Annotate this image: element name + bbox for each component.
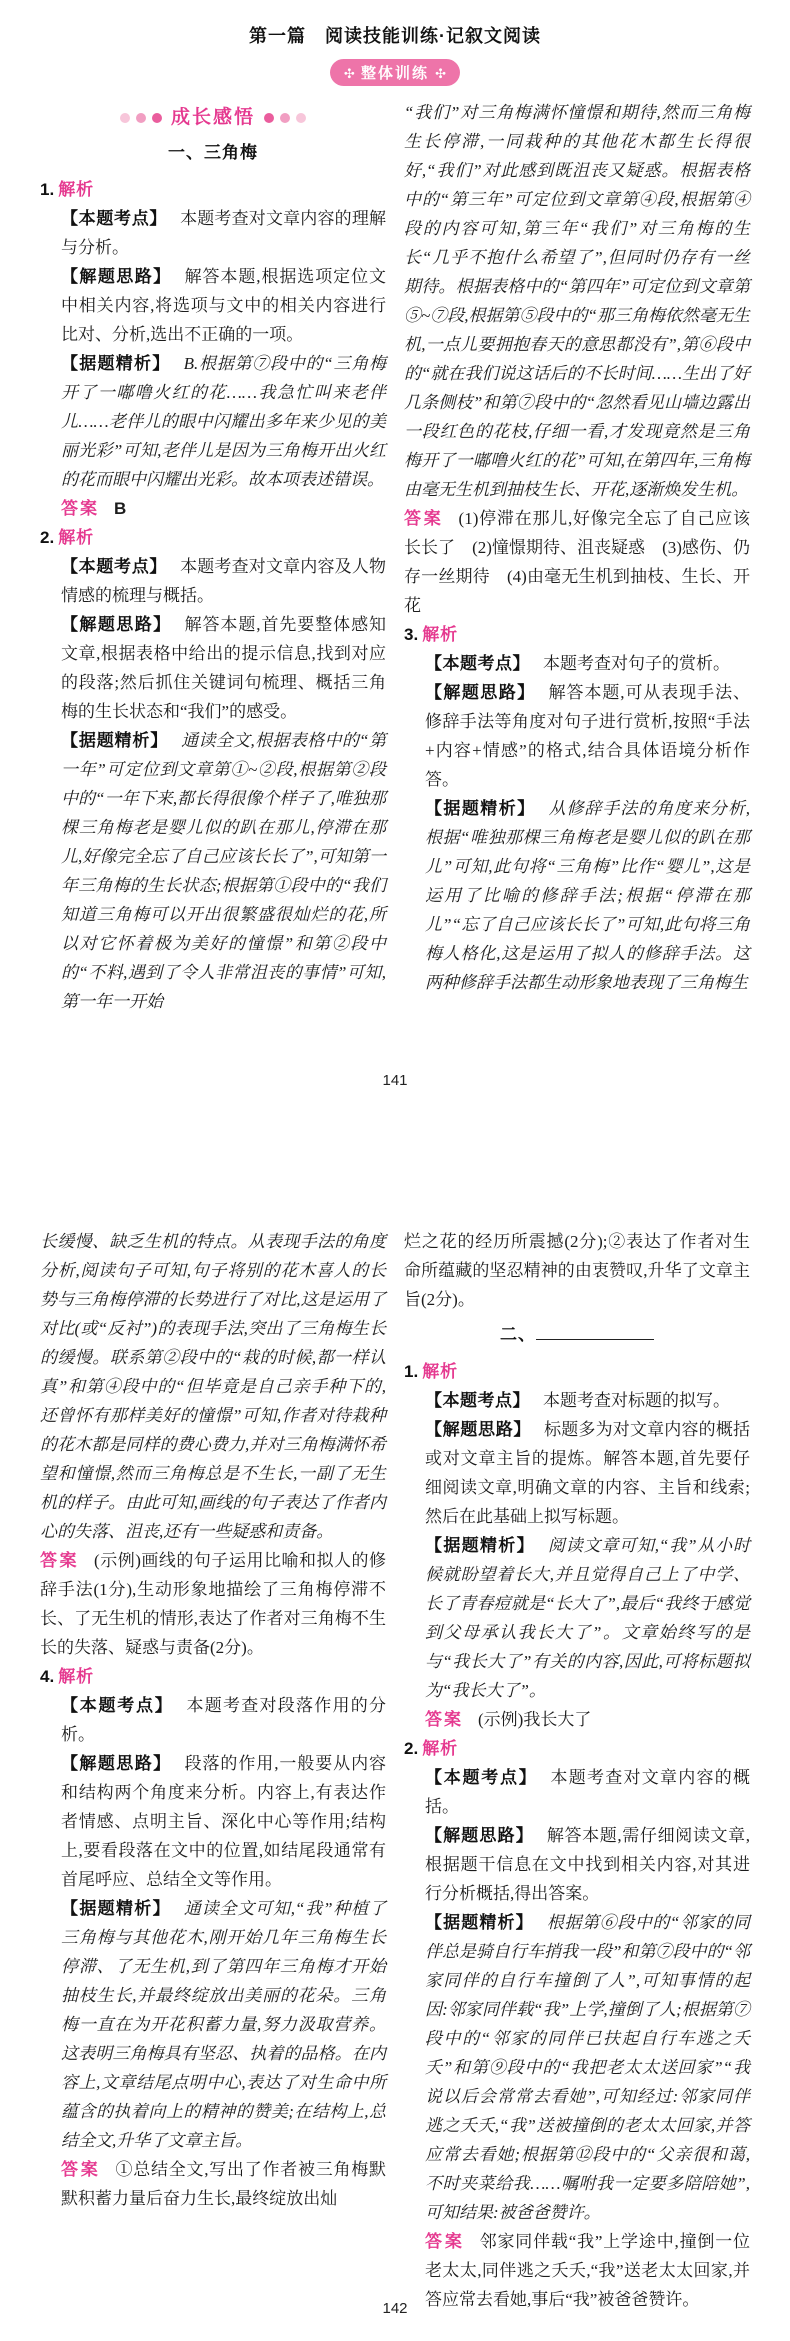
book-page-142 bbox=[0, 1215, 790, 2341]
bracket-tag: 【解题思路】 bbox=[61, 267, 172, 287]
para-text: 本题考查对文章内容的理解与分析。 bbox=[61, 209, 387, 258]
para-text: 长缓慢、缺乏生机的特点。从表现手法的角度分析,阅读句子可知,句子将别的花木喜人的长势与三角梅停滞的长势进行了对比,这是运用了对比(或“反衬”)的表现手法,突出了三角梅生长的缓慢。联系第②段中的“栽的时候,都一样认真”和第④段中的“但毕竟是自己亲手种下的,还曾怀有那样美好的憧憬”可知,作者对待栽种的花木都是同样的费心费力,并对三角梅满怀希望和憧憬,然而三角梅总是不生长,一副了无生机的样子。由此可知,画线的句子表达了作者内心的失落、沮丧,还有一些疑惑和责备。 bbox=[40, 1232, 386, 1541]
answer-tag: 答案 bbox=[425, 2232, 465, 2251]
decorative-dot bbox=[136, 113, 146, 123]
para-text: 根据第⑥段中的“邻家的同伴总是骑自行车捎我一段”和第⑦段中的“邻家同伴的自行车撞倒了人”,可知事情的起因:邻家同伴载“我”上学,撞倒了人;根据第⑦段中的“邻家的同伴已扶起自行车逃之夭夭”和第⑨段中的“我把老太太送回家”“我说以后会常常去看她”,可知经过:邻家同伴逃之夭夭,“我”送被撞倒的老太太回家,并答应常去看她;根据第⑫段中的“父亲很和蔼,不时夹菜给我……嘱咐我一定要多陪陪她”,可知结果:被爸爸赞许。 bbox=[425, 1913, 750, 2222]
para-text: 解答本题,可从表现手法、修辞手法等角度对句子进行赏析,按照“手法+内容+情感”的格式,结合具体语境分析作答。 bbox=[425, 683, 751, 789]
para-text: 解答本题,首先要整体感知文章,根据表格中给出的提示信息,找到对应的段落;然后抓住关键词句梳理、概括三角梅的生长状态和“我们”的感受。 bbox=[61, 615, 387, 722]
answer-text: ①总结全文,写出了作者被三角梅默默积蓄力量后奋力生长,最终绽放出灿 bbox=[61, 2160, 386, 2208]
solution-idea-para bbox=[40, 1749, 386, 1894]
para-text: 本题考查对句子的赏析。 bbox=[543, 654, 730, 673]
flower-icon: ✣ bbox=[343, 66, 355, 81]
bracket-tag: 【解题思路】 bbox=[425, 1826, 534, 1845]
continuation-para bbox=[404, 98, 750, 504]
bracket-tag: 【本题考点】 bbox=[61, 1696, 174, 1715]
exam-point-para bbox=[404, 1763, 750, 1821]
answer-para bbox=[404, 504, 750, 620]
question-item-head bbox=[40, 175, 386, 204]
analysis-para bbox=[404, 1908, 750, 2227]
page-number: 141 bbox=[382, 1072, 408, 1089]
right-column bbox=[404, 1227, 750, 2314]
page-141-columns bbox=[40, 98, 750, 1016]
exam-point-para bbox=[40, 1691, 386, 1749]
item-number: 2. bbox=[404, 1739, 419, 1758]
answer-para bbox=[40, 2155, 386, 2213]
section-title: 成长感悟 bbox=[170, 107, 255, 129]
para-text: 本题考查对文章内容的概括。 bbox=[425, 1768, 750, 1816]
answer-text: 邻家同伴载“我”上学途中,撞倒一位老太太,同伴逃之夭夭,“我”送老太太回家,并答应常去看她,事后“我”被爸爸赞许。 bbox=[425, 2232, 751, 2309]
analysis-para bbox=[40, 349, 386, 494]
bracket-tag: 【解题思路】 bbox=[61, 615, 172, 635]
answer-para bbox=[40, 1546, 386, 1662]
para-text: 从修辞手法的角度来分析,根据“唯独那棵三角梅老是婴儿似的趴在那儿”可知,此句将“三角梅”比作“婴儿”,这是运用了比喻的修辞手法;根据“停滞在那儿”“忘了自己应该长长了”可知,此句将三角梅人格化,这是运用了拟人的修辞手法。这两种修辞手法都生动形象地表现了三角梅生 bbox=[425, 799, 751, 992]
article-title-prefix: 二、 bbox=[500, 1325, 536, 1344]
question-item-head bbox=[40, 523, 386, 552]
page-142-columns bbox=[40, 1227, 750, 2314]
bracket-tag: 【据题精析】 bbox=[61, 1899, 171, 1918]
article-title-blank bbox=[404, 1320, 750, 1349]
para-text: 本题考查对文章内容及人物情感的梳理与概括。 bbox=[61, 557, 387, 606]
solution-idea-para bbox=[404, 678, 750, 794]
para-text: 通读全文可知,“我”种植了三角梅与其他花木,刚开始几年三角梅生长停滞、了无生机,到了第四年三角梅才开始抽枝生长,并最终绽放出美丽的花朵。三角梅一直在为开花积蓄力量,努力汲取营养。这表明三角梅具有坚忍、执着的品格。在内容上,文章结尾点明中心,表达了对生命中所蕴含的执着向上的精神的赞美;在结构上,总结全文,升华了文章主旨。 bbox=[61, 1899, 386, 2150]
left-column bbox=[40, 98, 386, 1016]
bracket-tag: 【据题精析】 bbox=[425, 799, 536, 818]
para-text: 解答本题,根据选项定位文中相关内容,将选项与文中的相关内容进行比对、分析,选出不正确的一项。 bbox=[61, 267, 387, 345]
badge-label: 整体训练 bbox=[360, 65, 429, 82]
solution-idea-para bbox=[40, 610, 386, 726]
answer-tag: 答案 bbox=[61, 499, 99, 519]
para-text: 段落的作用,一般要从内容和结构两个角度来分析。内容上,有表达作者情感、点明主旨、深化中心等作用;结构上,要看段落在文中的位置,如结尾段通常有首尾呼应、总结全文等作用。 bbox=[61, 1754, 387, 1889]
para-text: 解答本题,需仔细阅读文章,根据题干信息在文中找到相关内容,对其进行分析概括,得出答案。 bbox=[425, 1826, 751, 1903]
solution-idea-para bbox=[40, 262, 386, 349]
solution-idea-para bbox=[404, 1415, 750, 1531]
analysis-para bbox=[404, 794, 750, 997]
badge-row bbox=[40, 59, 750, 86]
item-number: 4. bbox=[40, 1667, 55, 1686]
answer-para bbox=[40, 494, 386, 523]
para-text: “我们”对三角梅满怀憧憬和期待,然而三角梅生长停滞,一同栽种的其他花木都生长得很好,“我们”对此感到既沮丧又疑惑。根据表格中的“第三年”可定位到文章第④段,根据第④段的内容可知,第三年“我们”对三角梅的生长“几乎不抱什么希望了”,但同时仍存有一丝期待。根据表格中的“第四年”可定位到文章第⑤~⑦段,根据第⑤段中的“那三角梅依然毫无生机,一点儿要拥抱春天的意思都没有”,第⑥段中的“就在我们说这话后的不长时间……生出了好几条侧枝”和第⑦段中的“忽然看见山墙边露出一段红色的花枝,仔细一看,才发现竟然是三角梅开了一嘟噜火红的花”可知,在第四年,三角梅由毫无生机到抽枝生长、开花,逐渐焕发生机。 bbox=[404, 103, 750, 499]
bracket-tag: 【本题考点】 bbox=[61, 557, 168, 577]
para-text: 通读全文,根据表格中的“第一年”可定位到文章第①~②段,根据第②段中的“一年下来,都长得很像个样子了,唯独那棵三角梅老是婴儿似的趴在那儿,停滞在那儿,好像完全忘了自己应该长长了”,可知第一年三角梅的生长状态;根据第①段中的“我们知道三角梅可以开出很繁盛很灿烂的花,所以对它怀着极为美好的憧憬”和第②段中的“不料,遇到了令人非常沮丧的事情”可知,第一年一开始 bbox=[61, 731, 386, 1012]
answer-tag: 答案 bbox=[40, 1551, 80, 1570]
answer-text: (示例)我长大了 bbox=[478, 1710, 592, 1729]
answer-para bbox=[404, 1705, 750, 1734]
para-text: B.根据第⑦段中的“三角梅开了一嘟噜火红的花……我急忙叫来老伴儿……老伴儿的眼中闪耀出多年来少见的美丽光彩”可知,老伴儿是因为三角梅开出火红的花而眼中闪耀出光彩。故本项表述错误。 bbox=[61, 354, 387, 490]
bracket-tag: 【据题精析】 bbox=[61, 731, 169, 751]
para-text: 阅读文章可知,“我”从小时候就盼望着长大,并且觉得自己上了中学、长了青春痘就是“长大了”,最后“我终于感觉到父母承认我长大了”。文章始终写的是与“我长大了”有关的内容,因此,可将标题拟为“我长大了”。 bbox=[425, 1536, 750, 1700]
bracket-tag: 【解题思路】 bbox=[425, 683, 536, 702]
decorative-dot bbox=[296, 113, 306, 123]
answer-tag: 答案 bbox=[61, 2160, 101, 2179]
decorative-dot bbox=[152, 113, 162, 123]
answer-tag: 答案 bbox=[404, 509, 444, 528]
answer-tag: 答案 bbox=[425, 1710, 463, 1729]
bracket-tag: 【解题思路】 bbox=[61, 1754, 172, 1773]
item-number: 1. bbox=[40, 180, 55, 200]
answer-text: (1)停滞在那儿,好像完全忘了自己应该长长了 (2)憧憬期待、沮丧疑惑 (3)感伤、仍存一丝期待 (4)由毫无生机到抽枝、生长、开花 bbox=[404, 509, 750, 615]
item-number: 2. bbox=[40, 528, 55, 548]
item-label: 解析 bbox=[58, 180, 95, 200]
item-number: 1. bbox=[404, 1362, 419, 1381]
decorative-dot bbox=[280, 113, 290, 123]
title-blank-line bbox=[536, 1338, 654, 1340]
page-header: 第一篇 阅读技能训练·记叙文阅读 bbox=[249, 26, 541, 46]
para-text: 本题考查对段落作用的分析。 bbox=[61, 1696, 386, 1744]
bracket-tag: 【据题精析】 bbox=[61, 354, 171, 374]
para-text: 本题考查对标题的拟写。 bbox=[543, 1391, 730, 1410]
page-number: 142 bbox=[382, 2300, 408, 2317]
exam-point-para bbox=[404, 1386, 750, 1415]
decorative-dot bbox=[264, 113, 274, 123]
exam-point-para bbox=[40, 552, 386, 610]
analysis-para bbox=[40, 1894, 386, 2155]
question-item-head bbox=[40, 1662, 386, 1691]
section-header bbox=[40, 102, 386, 132]
answer-text: (示例)画线的句子运用比喻和拟人的修辞手法(1分),生动形象地描绘了三角梅停滞不长、了无生机的情形,表达了作者对三角梅不生长的失落、疑惑与责备(2分)。 bbox=[40, 1551, 387, 1657]
item-label: 解析 bbox=[422, 1362, 459, 1381]
item-number: 3. bbox=[404, 625, 419, 644]
right-column bbox=[404, 98, 750, 1016]
para-text: 标题多为对文章内容的概括或对文章主旨的提炼。解答本题,首先要仔细阅读文章,明确文章的内容、主旨和线索;然后在此基础上拟写标题。 bbox=[425, 1420, 751, 1526]
flower-icon: ✣ bbox=[435, 66, 447, 81]
bracket-tag: 【本题考点】 bbox=[425, 1391, 530, 1410]
bracket-tag: 【本题考点】 bbox=[425, 1768, 538, 1787]
bracket-tag: 【据题精析】 bbox=[425, 1536, 535, 1555]
article-title: 一、三角梅 bbox=[168, 143, 258, 163]
solution-idea-para bbox=[404, 1821, 750, 1908]
continuation-para bbox=[404, 1227, 750, 1314]
question-item-head bbox=[404, 1357, 750, 1386]
bracket-tag: 【本题考点】 bbox=[61, 209, 168, 229]
continuation-para bbox=[40, 1227, 386, 1546]
bracket-tag: 【本题考点】 bbox=[425, 654, 530, 673]
item-label: 解析 bbox=[58, 528, 95, 548]
answer-text: B bbox=[114, 499, 127, 519]
analysis-para bbox=[40, 726, 386, 1016]
question-item-head bbox=[404, 620, 750, 649]
bracket-tag: 【据题精析】 bbox=[425, 1913, 534, 1932]
training-badge bbox=[330, 59, 460, 86]
item-label: 解析 bbox=[422, 1739, 459, 1758]
left-column bbox=[40, 1227, 386, 2314]
bracket-tag: 【解题思路】 bbox=[425, 1420, 532, 1439]
decorative-dot bbox=[120, 113, 130, 123]
exam-point-para bbox=[404, 649, 750, 678]
item-label: 解析 bbox=[422, 625, 459, 644]
para-text: 烂之花的经历所震撼(2分);②表达了作者对生命所蕴藏的坚忍精神的由衷赞叹,升华了文章主旨(2分)。 bbox=[404, 1232, 750, 1309]
question-item-head bbox=[404, 1734, 750, 1763]
book-page-141 bbox=[0, 0, 790, 1170]
analysis-para bbox=[404, 1531, 750, 1705]
item-label: 解析 bbox=[58, 1667, 95, 1686]
exam-point-para bbox=[40, 204, 386, 262]
